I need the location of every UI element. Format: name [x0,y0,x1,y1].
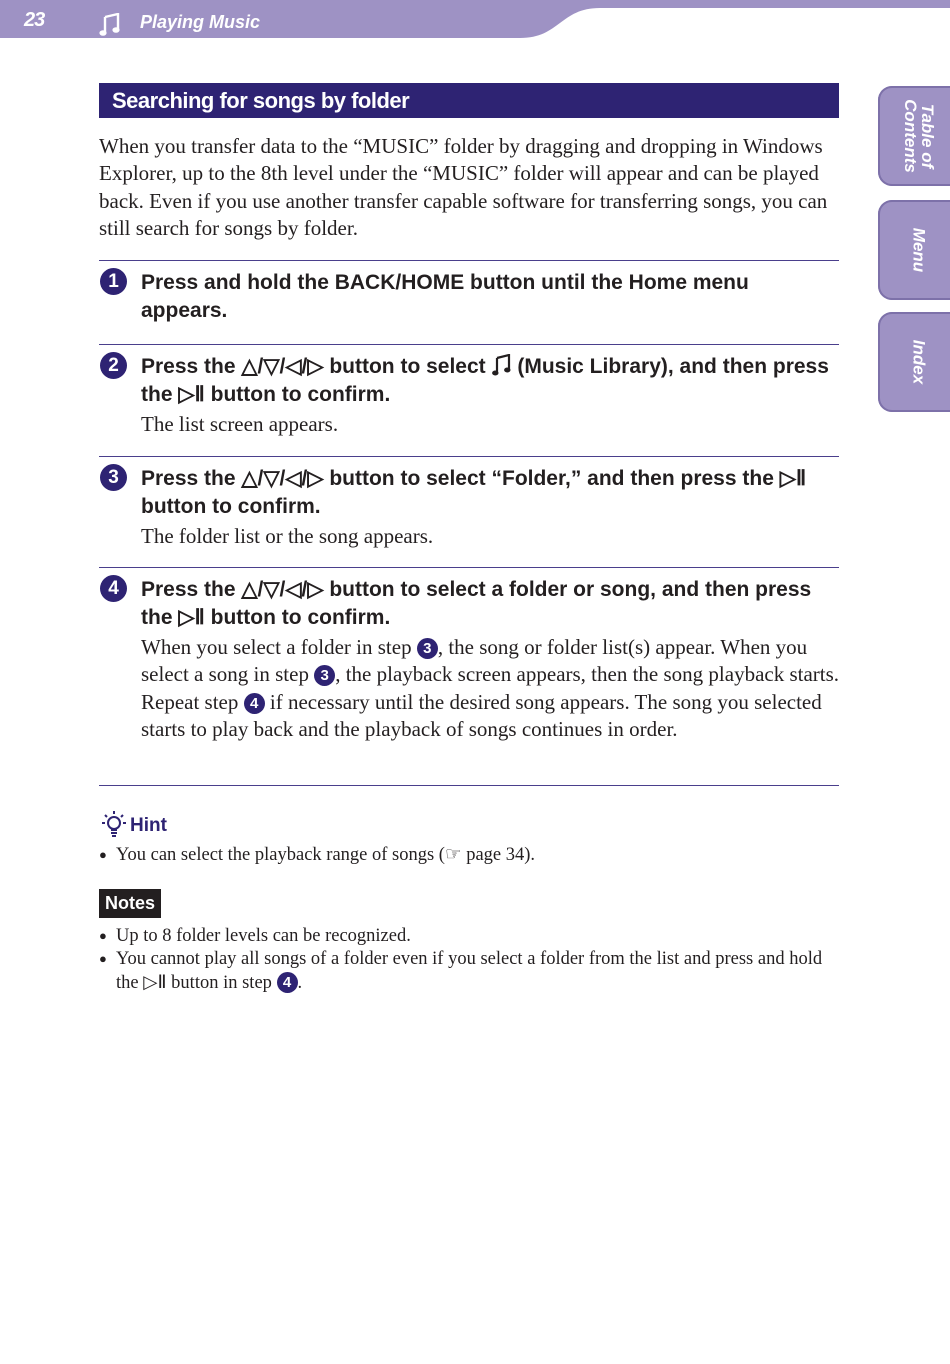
page-number: 23 [24,9,45,31]
step-heading: Press the △/▽/◁/▷ button to select “Folder,” and then press the ▷Ⅱ button to confirm. [141,467,807,518]
note-text: You cannot play all songs of a folder even if you select a folder from the list and press and hold the ▷Ⅱ button in step [116,949,823,993]
note-item [99,947,829,995]
step-heading: Press the △/▽/◁/▷ button to select a folder or song, and then press the ▷Ⅱ button to confirm. [141,578,812,629]
tab-index-label: Index [909,339,929,385]
tab-table-of-contents-label: Table of Contents [901,99,937,173]
step-reference: 3 [417,638,438,659]
divider [99,456,839,457]
section-title: Searching for songs by folder [99,83,839,118]
divider [99,344,839,345]
note-item: ● Up to 8 folder levels can be recognized. [99,924,829,948]
step-number: 3 [100,464,127,491]
divider [99,260,839,261]
step-text: , the playback screen appears, then the song playback starts. Repeat step [141,662,840,714]
lightbulb-icon [99,810,127,840]
pointing-hand-icon: ☞ [444,845,462,865]
step-result: The list screen appears. [141,412,339,436]
step-reference: 4 [244,693,265,714]
tab-index[interactable] [878,312,950,412]
music-note-icon [99,13,121,37]
divider [99,785,839,786]
step-reference: 3 [314,665,335,686]
step-heading-part: Press the △/▽/◁/▷ button to select [141,355,492,378]
step-heading [141,353,841,409]
tab-menu-label: Menu [909,227,929,273]
step-number: 2 [100,352,127,379]
notes-label: Notes [99,889,161,918]
note-text: . [297,973,303,993]
step-heading: Press and hold the BACK/HOME button until the Home menu appears. [141,271,749,322]
hint-label: Hint [130,815,167,836]
step-number: 1 [100,268,127,295]
chapter-title: Playing Music [140,12,261,32]
step-result [141,634,841,743]
step-text: When you select a folder in step [141,635,417,659]
step-number: 4 [100,575,127,602]
hint-page-link[interactable]: page 34). [461,845,536,865]
divider [99,567,839,568]
hint-item [99,843,829,867]
step-heading-part: (Music Library), and then press the ▷Ⅱ button to confirm. [141,355,829,406]
step-reference: 4 [277,972,298,993]
hint-text: You can select the playback range of songs ( [116,845,445,865]
music-library-icon [492,354,512,376]
step-text: if necessary until the desired song appears. The song you selected starts to play back and the playback of songs continues in order. [141,689,822,741]
tab-table-of-contents[interactable] [878,86,950,186]
tab-menu[interactable] [878,200,950,300]
intro-paragraph: When you transfer data to the “MUSIC” folder by dragging and dropping in Windows Explorer, up to the 8th level under the “MUSIC” folder will appear and can be played back. Even if you use another transfer capable software for transferring songs, you can still search for songs by folder. [99,134,828,240]
step-result: The folder list or the song appears. [141,524,434,548]
step-text: , the song or folder list(s) appear. When you select a song in step [141,635,808,687]
